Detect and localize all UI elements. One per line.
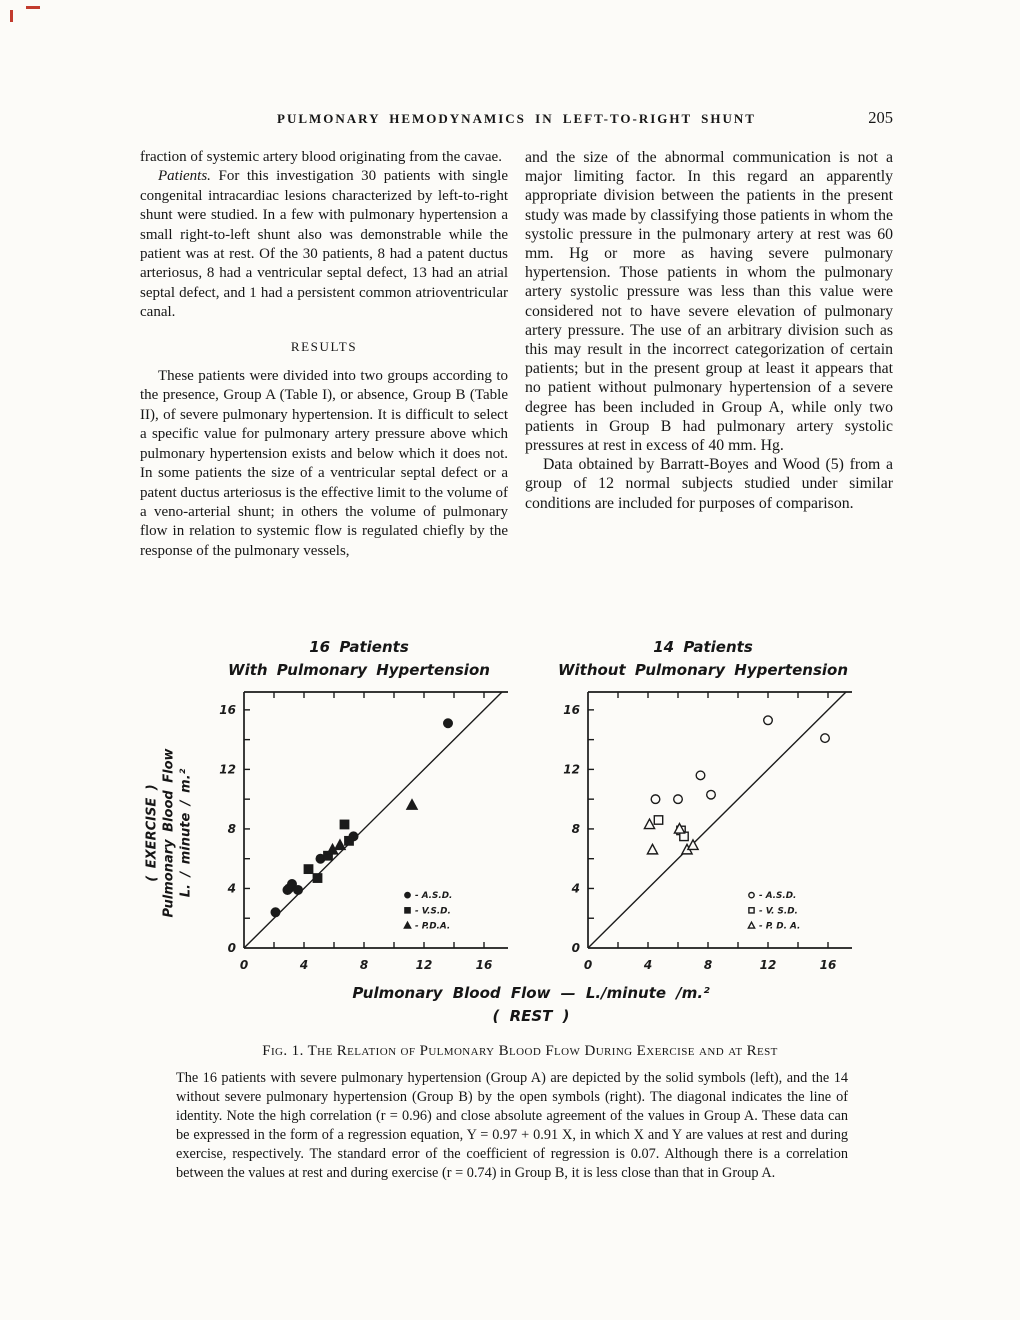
x-tick-label: 16 [819, 958, 837, 972]
y-tick-label: 8 [571, 821, 580, 836]
y-tick-label: 8 [227, 821, 236, 836]
chart-title-line: 16 Patients [309, 638, 409, 656]
paragraph: These patients were divided into two groups according to the presence, Group A (Table I), or absence, Group B (Table II), of severe pulmonary hypertension. It is difficult to select a specific value for pulmonary artery pressure above which pulmonary hypertension exists and below which it does not. In some patients the size of a ventricular septal defect or a patent ductus arteriosus is the effective limit to the volume of a veno-arterial shunt; in others the volume of pulmonary flow in relation to systemic flow is regulated chiefly by the response of the pulmonary vessels, [140, 368, 508, 559]
data-point-ASD [821, 734, 830, 743]
data-point-VSD [304, 865, 312, 873]
x-tick-label: 8 [703, 958, 713, 972]
data-point-VSD [313, 874, 321, 882]
right-column [525, 148, 893, 561]
data-point-PDA [647, 844, 657, 854]
legend-triangle-icon [748, 922, 754, 928]
y-tick-label: 16 [219, 702, 236, 717]
data-point-ASD [707, 790, 716, 799]
chart-row [140, 636, 900, 982]
x-tick-label: 12 [759, 958, 777, 972]
data-point-ASD [444, 719, 453, 728]
legend-label: - V.S.D. [415, 906, 451, 917]
y-tick-label: 4 [227, 881, 236, 896]
paragraph: and the size of the abnormal communication is not a major limiting factor. In this regard an apparently appropriate division between the patients in the present study was made by classifying those patients in whom the systolic pressure in the pulmonary artery at rest was 60 mm. Hg or more as having severe pulmonary hypertension. Those patients in whom the pulmonary artery systolic pressure was less than this value were considered not to have severe elevation of pulmonary artery pressure. The use of an arbitrary division such as this may result in the incorrect categorization of certain patients; but in the present group at least it appears that no patient without pulmonary hypertension of a severe degree has been included in Group A, while only two patients in Group B had pulmonary artery systolic pressures at rest in excess of 40 mm. Hg. [525, 149, 893, 455]
x-axis-label-main: Pulmonary Blood Flow — L./minute /m.² [352, 984, 710, 1002]
data-point-ASD [271, 908, 280, 917]
data-point-PDA [644, 819, 654, 829]
body-text [140, 148, 893, 561]
scatter-plot-group-a [198, 682, 520, 982]
data-point-ASD [696, 771, 705, 780]
data-point-VSD [345, 837, 353, 845]
chart-group-a [198, 636, 520, 982]
legend-square-icon [405, 908, 410, 913]
x-tick-label: 4 [299, 958, 309, 972]
y-tick-label: 4 [571, 881, 580, 896]
chart-title-line: With Pulmonary Hypertension [228, 661, 490, 679]
data-point-VSD [340, 820, 348, 828]
x-tick-label: 16 [475, 958, 493, 972]
x-tick-label: 0 [239, 958, 249, 972]
data-point-PDA [407, 800, 417, 810]
paragraph: Data obtained by Barratt-Boyes and Wood (5) from a group of 12 normal subjects studied under similar conditions are included for purposes of comparison. [525, 456, 893, 512]
y-axis-label-wrap [140, 636, 198, 982]
legend-label: - P. D. A. [759, 921, 801, 932]
data-point-ASD [674, 795, 683, 804]
y-axis-label [144, 708, 195, 958]
results-heading: RESULTS [290, 338, 358, 354]
data-point-PDA [688, 840, 698, 850]
legend-label: - A.S.D. [759, 891, 797, 902]
y-tick-label: 0 [227, 941, 236, 955]
legend-label: - V. S.D. [759, 906, 798, 917]
identity-line [244, 692, 502, 948]
scan-mark [10, 10, 13, 22]
paragraph [140, 167, 508, 322]
chart-title-group-b [542, 636, 864, 682]
data-point-ASD [651, 795, 660, 804]
chart-title-group-a [198, 636, 520, 682]
patients-lead: Patients. [158, 168, 211, 185]
caption-body: The 16 patients with severe pulmonary hypertension (Group A) are depicted by the solid symbols (left), and the 14 without severe pulmonary hypertension (Group B) by the open symbols (right). The diagonal indicates the line of identity. Note the high correlation (r = 0.96) and close absolute agreement of the values in Group A. These data can be expressed in the form of a regression equation, Y = 0.97 + 0.91 X, in which X and Y are values at rest and during exercise, respectively. The standard error of the coefficient of regression is 0.07. Although there is a correlation between the values at rest and during exercise (r = 0.74) in Group B, it is less close than that in Group A. [176, 1070, 848, 1181]
identity-line [588, 692, 846, 948]
chart-title-line: 14 Patients [653, 638, 753, 656]
scan-mark [26, 6, 40, 9]
legend-label: - P.D.A. [415, 921, 451, 932]
paragraph-text: For this investigation 30 patients with single congenital intracardiac lesions characterized by left-to-right shunt were studied. In a few with pulmonary hypertension a small right-to-left shunt also was demonstrable while the patient was at rest. Of the 30 patients, 8 had a patent ductus arteriosus, 8 had a ventricular septal defect, 13 had an atrial septal defect, and 1 had a persistent common atrioventricular canal. [140, 168, 508, 321]
legend-label: - A.S.D. [415, 891, 453, 902]
figure-1 [140, 636, 900, 1183]
chart-group-b [542, 636, 864, 982]
caption-title: Fig. 1. The Relation of Pulmonary Blood Flow During Exercise and at Rest [262, 1043, 778, 1059]
y-tick-label: 0 [571, 941, 580, 955]
y-axis-label-line: L. / minute / m.² [178, 768, 194, 898]
scatter-plot-group-b [542, 682, 864, 982]
legend-triangle-icon [404, 922, 410, 928]
x-tick-label: 12 [415, 958, 433, 972]
y-axis-label-line: ( EXERCISE ) [144, 784, 160, 882]
x-tick-label: 4 [643, 958, 653, 972]
x-axis-label-sub: ( REST ) [492, 1007, 570, 1025]
x-tick-label: 8 [359, 958, 369, 972]
x-tick-label: 0 [583, 958, 593, 972]
legend-circle-icon [749, 892, 754, 897]
left-column [140, 148, 508, 561]
data-point-VSD [654, 816, 662, 824]
figure-caption [140, 1043, 900, 1183]
legend-square-icon [749, 908, 754, 913]
x-axis-label [198, 984, 864, 1025]
legend-circle-icon [405, 892, 410, 897]
data-point-PDA [335, 840, 345, 850]
y-axis-label-line: Pulmonary Blood Flow [161, 748, 177, 918]
paragraph: fraction of systemic artery blood originating from the cavae. [140, 149, 502, 165]
y-tick-label: 12 [219, 762, 236, 777]
chart-title-line: Without Pulmonary Hypertension [557, 661, 849, 679]
page-number: 205 [868, 108, 893, 127]
page-header [140, 108, 893, 127]
data-point-ASD [294, 886, 303, 895]
running-head: PULMONARY HEMODYNAMICS IN LEFT-TO-RIGHT SHUNT [277, 111, 756, 126]
y-tick-label: 16 [563, 702, 580, 717]
y-tick-label: 12 [563, 762, 580, 777]
data-point-ASD [764, 716, 773, 725]
